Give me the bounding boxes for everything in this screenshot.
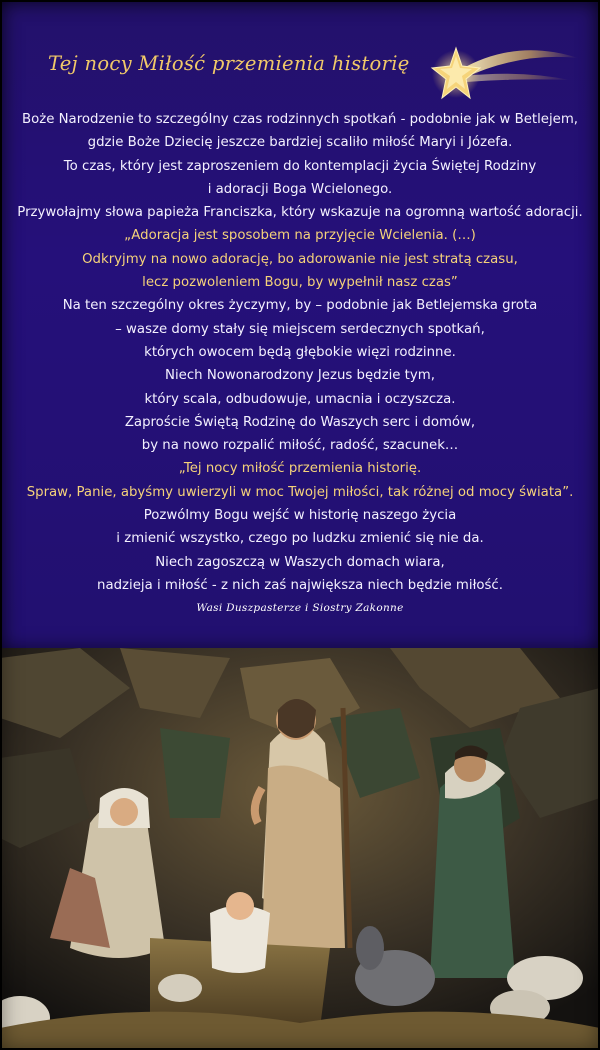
quote-line: Spraw, Panie, abyśmy uwierzyli w moc Twojej miłości, tak różnej od mocy świata”.	[26, 484, 574, 500]
message-line: Pozwólmy Bogu wejść w historię naszego życia	[143, 508, 457, 524]
message-line: Przywołajmy słowa papieża Franciszka, który wskazuje na ogromną wartość adoracji.	[17, 205, 583, 221]
message-line: Niech Nowonarodzony Jezus będzie tym,	[165, 368, 435, 384]
message-line: Boże Narodzenie to szczególny czas rodzinnych spotkań - podobnie jak w Betlejem,	[21, 112, 579, 127]
message-line: gdzie Boże Dziecię jeszcze bardziej scaliło miłość Maryi i Józefa.	[87, 135, 513, 151]
message-line: To czas, który jest zaproszeniem do kontemplacji życia Świętej Rodziny	[63, 158, 537, 174]
message-line: Zaproście Świętą Rodzinę do Waszych serc i domów,	[124, 414, 476, 430]
quote-line: Odkryjmy na nowo adorację, bo adorowanie nie jest stratą czasu,	[82, 251, 518, 267]
message-line: i zmienić wszystko, czego po ludzku zmienić się nie da.	[116, 531, 484, 547]
message-line: – wasze domy stały się miejscem serdecznych spotkań,	[115, 321, 485, 337]
quote-line: „Tej nocy miłość przemienia historię.	[178, 461, 422, 477]
message-line: Na ten szczególny okres życzymy, by – podobnie jak Betlejemska grota	[62, 298, 538, 314]
signature: Wasi Duszpasterze i Siostry Zakonne	[196, 602, 404, 615]
message-line: których owocem będą głębokie więzi rodzinne.	[144, 344, 456, 360]
message-line: Niech zagoszczą w Waszych domach wiara,	[155, 554, 445, 570]
quote-line: „Adoracja jest sposobem na przyjęcie Wcielenia. (…)	[124, 228, 476, 244]
message-line: i adoracji Boga Wcielonego.	[207, 181, 393, 197]
card-title: Tej nocy Miłość przemienia historię	[48, 52, 410, 75]
shooting-star-icon	[420, 30, 590, 110]
quote-line: lecz pozwoleniem Bogu, by wypełnił nasz czas”	[142, 275, 458, 291]
greeting-message	[0, 108, 600, 621]
message-line: który scala, odbudowuje, umacnia i oczyszcza.	[144, 391, 456, 407]
nativity-scene-photo	[0, 648, 600, 1050]
message-line: nadzieja i miłość - z nich zaś największa niech będzie miłość.	[97, 577, 503, 593]
message-line: by na nowo rozpalić miłość, radość, szacunek…	[141, 438, 459, 454]
